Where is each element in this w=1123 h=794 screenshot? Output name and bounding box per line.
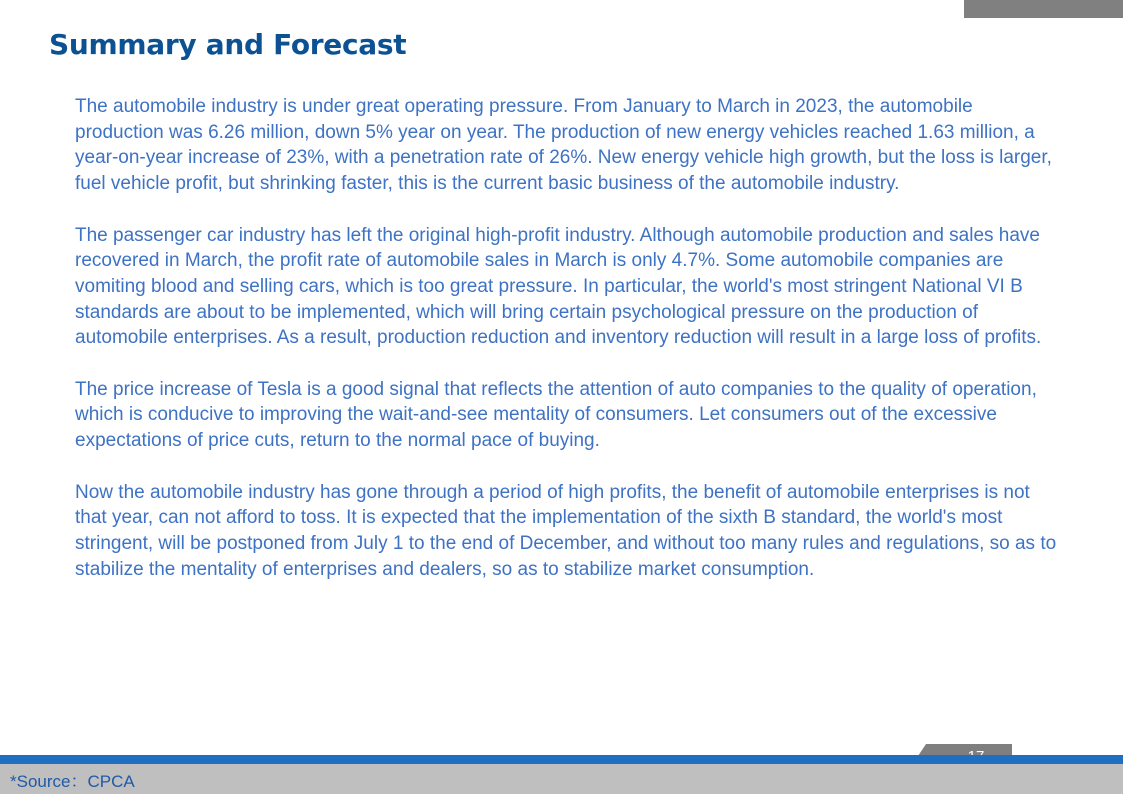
footer-divider-line	[0, 755, 1123, 764]
paragraph-1: The automobile industry is under great operating pressure. From January to March in 2023, the automobile production was 6.26 million, down 5% year on year. The production of new energy vehicles reached 1.63 million, a year-on-year increase of 23%, with a penetration rate of 26%. New energy vehicle high growth, but the loss is larger, fuel vehicle profit, but shrinking faster, this is the current basic business of the automobile industry.	[75, 96, 1052, 195]
paragraph-2: The passenger car industry has left the original high-profit industry. Although automobile production and sales have recovered in March, the profit rate of automobile sales in March is only 4.7%. Some automobile companies are vomiting blood and selling cars, which is too great pressure. In particular, the world's most stringent National VI B standards are about to be implemented, which will bring certain psychological pressure on the production of automobile enterprises. As a result, production reduction and inventory reduction will result in a large loss of profits.	[75, 224, 1042, 349]
slide-title: Summary and Forecast	[49, 28, 407, 61]
top-right-accent-bar	[964, 0, 1123, 18]
footer-bar	[0, 764, 1123, 794]
body-text	[75, 94, 1060, 608]
source-note: *Source：CPCA	[10, 772, 135, 791]
paragraph-3: The price increase of Tesla is a good signal that reflects the attention of auto companies to the quality of operation, which is conducive to improving the wait-and-see mentality of consumers. Let consumers out of the excessive expectations of price cuts, return to the normal pace of buying.	[75, 378, 1037, 452]
paragraph-4: Now the automobile industry has gone through a period of high profits, the benefit of automobile enterprises is not that year, can not afford to toss. It is expected that the implementation of the sixth B standard, the world's most stringent, will be postponed from July 1 to the end of December, and without too many rules and regulations, so as to stabilize the mentality of enterprises and dealers, so as to stabilize market consumption.	[75, 481, 1057, 580]
